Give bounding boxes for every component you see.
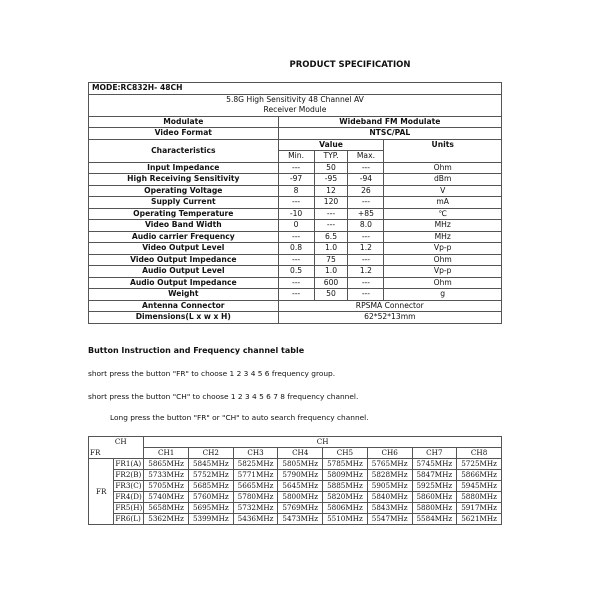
spec-name: Video Output Level [89,243,279,255]
spec-table [88,82,502,324]
characteristics-header: Characteristics [89,139,279,162]
frequency-cell: 5885MHz [323,481,368,492]
spec-unit: Vp-p [384,243,502,255]
spec-name: Video Output Impedance [89,254,279,266]
frequency-cell: 5805MHz [278,459,323,470]
spec-min: -10 [278,208,314,220]
group-name: FR3(C) [114,481,144,492]
frequency-cell: 5473MHz [278,514,323,525]
frequency-cell: 5584MHz [412,514,457,525]
frequency-cell: 5865MHz [144,459,189,470]
spec-typ: 600 [314,277,348,289]
frequency-cell: 5825MHz [233,459,278,470]
spec-unit: V [384,185,502,197]
spec-unit: Vp-p [384,266,502,278]
spec-typ: --- [314,220,348,232]
instruction-long-press: Long press the button "FR" or "CH" to auto search frequency channel. [110,413,369,422]
frequency-cell: 5847MHz [412,470,457,481]
spec-typ: -95 [314,174,348,186]
spec-name: High Receiving Sensitivity [89,174,279,186]
spec-typ: 50 [314,289,348,301]
ch-group-header: CH [144,437,502,448]
spec-max: 1.2 [348,243,384,255]
model-cell: MODE:RC832H- 48CH [89,83,502,95]
channel-header: CH8 [457,448,502,459]
spec-unit: dBm [384,174,502,186]
spec-name: Audio Output Impedance [89,277,279,289]
spec-row [89,266,502,278]
spec-typ: --- [314,208,348,220]
frequency-cell: 5745MHz [412,459,457,470]
instruction-fr: short press the button "FR" to choose 1 2 3 4 5 6 frequency group. [88,369,336,378]
spec-min: --- [278,289,314,301]
spec-max: --- [348,289,384,301]
spec-name: Audio Output Level [89,266,279,278]
frequency-cell: 5436MHz [233,514,278,525]
spec-typ: 1.0 [314,243,348,255]
frequency-cell: 5510MHz [323,514,368,525]
channel-header: CH4 [278,448,323,459]
ch-axis-label: CH [114,437,144,448]
typ-header: TYP. [314,151,348,163]
spec-row [89,243,502,255]
frequency-cell: 5705MHz [144,481,189,492]
frequency-cell: 5725MHz [457,459,502,470]
spec-unit: Ohm [384,277,502,289]
instruction-ch: short press the button "CH" to choose 1 2 3 4 5 6 7 8 frequency channel. [88,392,359,401]
spec-min: 0 [278,220,314,232]
channel-header: CH1 [144,448,189,459]
frequency-cell: 5925MHz [412,481,457,492]
frequency-cell: 5740MHz [144,492,189,503]
frequency-cell: 5695MHz [188,503,233,514]
frequency-cell: 5790MHz [278,470,323,481]
frequency-cell: 5840MHz [367,492,412,503]
spec-typ: 1.0 [314,266,348,278]
spec-unit: Ohm [384,254,502,266]
frequency-cell: 5905MHz [367,481,412,492]
antenna-label: Antenna Connector [89,300,279,312]
frequency-cell: 5547MHz [367,514,412,525]
spec-row [89,208,502,220]
spec-name: Weight [89,289,279,301]
modulate-value: Wideband FM Modulate [278,116,501,128]
channel-header: CH7 [412,448,457,459]
spec-max: --- [348,254,384,266]
spec-row [89,289,502,301]
spec-max: --- [348,197,384,209]
channel-header: CH2 [188,448,233,459]
group-name: FR5(H) [115,503,143,512]
video-format-label: Video Format [89,128,279,140]
fr-axis-label: FR [89,448,114,459]
channel-header: CH6 [367,448,412,459]
channel-header: CH3 [233,448,278,459]
frequency-cell: 5765MHz [367,459,412,470]
frequency-cell: 5362MHz [144,514,189,525]
spec-unit: ℃ [384,208,502,220]
freq-row [89,492,502,503]
spec-rows [89,162,502,300]
frequency-cell: 5866MHz [457,470,502,481]
description-line1: 5.8G High Sensitivity 48 Channel AV [89,94,502,105]
frequency-cell: 5685MHz [188,481,233,492]
channel-header: CH5 [323,448,368,459]
frequency-cell: 5806MHz [323,503,368,514]
frequency-cell: 5809MHz [323,470,368,481]
spec-min: -97 [278,174,314,186]
frequency-cell: 5860MHz [412,492,457,503]
spec-unit: g [384,289,502,301]
spec-typ: 50 [314,162,348,174]
frequency-cell: 5800MHz [278,492,323,503]
frequency-cell: 5621MHz [457,514,502,525]
spec-name: Operating Temperature [89,208,279,220]
spec-min: 8 [278,185,314,197]
spec-unit: mA [384,197,502,209]
modulate-label: Modulate [89,116,279,128]
frequency-cell: 5732MHz [233,503,278,514]
group-name: FR2(B) [114,470,144,481]
frequency-cell: 5945MHz [457,481,502,492]
freq-row [89,514,502,525]
frequency-cell: 5769MHz [278,503,323,514]
section-heading: Button Instruction and Frequency channel table [88,346,305,355]
spec-name: Audio carrier Frequency [89,231,279,243]
spec-unit: MHz [384,220,502,232]
page-title: PRODUCT SPECIFICATION [289,60,411,70]
spec-min: --- [278,254,314,266]
frequency-table [88,436,502,525]
frequency-cell: 5828MHz [367,470,412,481]
spec-max: --- [348,277,384,289]
frequency-cell: 5665MHz [233,481,278,492]
spec-typ: 120 [314,197,348,209]
spec-min: --- [278,197,314,209]
spec-row [89,220,502,232]
spec-max: 8.0 [348,220,384,232]
frequency-cell: 5399MHz [188,514,233,525]
max-header: Max. [348,151,384,163]
spec-min: 0.5 [278,266,314,278]
spec-typ: 12 [314,185,348,197]
spec-row [89,277,502,289]
freq-row [89,503,502,514]
frequency-cell: 5880MHz [412,503,457,514]
antenna-value: RPSMA Connector [278,300,501,312]
frequency-cell: 5820MHz [323,492,368,503]
spec-row [89,185,502,197]
description-line2: Receiver Module [89,105,502,116]
frequency-cell: 5780MHz [233,492,278,503]
frequency-cell: 5917MHz [457,503,502,514]
frequency-cell: 5645MHz [278,481,323,492]
spec-name: Video Band Width [89,220,279,232]
spec-max: 26 [348,185,384,197]
spec-max: -94 [348,174,384,186]
spec-min: --- [278,231,314,243]
spec-unit: MHz [384,231,502,243]
spec-name: Operating Voltage [89,185,279,197]
spec-unit: Ohm [384,162,502,174]
frequency-cell: 5771MHz [233,470,278,481]
group-name: FR4(D) [114,492,144,503]
frequency-cell: 5658MHz [144,503,189,514]
frequency-cell: 5845MHz [188,459,233,470]
freq-rows [89,459,502,525]
spec-name: Supply Current [89,197,279,209]
freq-row [89,481,502,492]
spec-row [89,254,502,266]
spec-min: 0.8 [278,243,314,255]
fr-row-header: FR [89,459,114,525]
frequency-cell: 5752MHz [188,470,233,481]
spec-row [89,197,502,209]
freq-row [89,459,502,470]
frequency-cell: 5843MHz [367,503,412,514]
video-format-value: NTSC/PAL [278,128,501,140]
spec-min: --- [278,162,314,174]
spec-name: Input Impedance [89,162,279,174]
group-name: FR6(L) [114,514,144,525]
units-header: Units [384,139,502,162]
spec-max: +85 [348,208,384,220]
dimensions-value: 62*52*13mm [278,312,501,324]
frequency-cell: 5760MHz [188,492,233,503]
freq-row [89,470,502,481]
group-name: FR1(A) [114,459,144,470]
spec-min: --- [278,277,314,289]
spec-max: 1.2 [348,266,384,278]
value-header: Value [278,139,384,151]
frequency-cell: 5733MHz [144,470,189,481]
spec-row [89,231,502,243]
frequency-cell: 5880MHz [457,492,502,503]
spec-row [89,174,502,186]
spec-typ: 75 [314,254,348,266]
spec-row [89,162,502,174]
spec-max: --- [348,231,384,243]
min-header: Min. [278,151,314,163]
spec-typ: 6.5 [314,231,348,243]
frequency-cell: 5785MHz [323,459,368,470]
dimensions-label: Dimensions(L x w x H) [89,312,279,324]
spec-max: --- [348,162,384,174]
